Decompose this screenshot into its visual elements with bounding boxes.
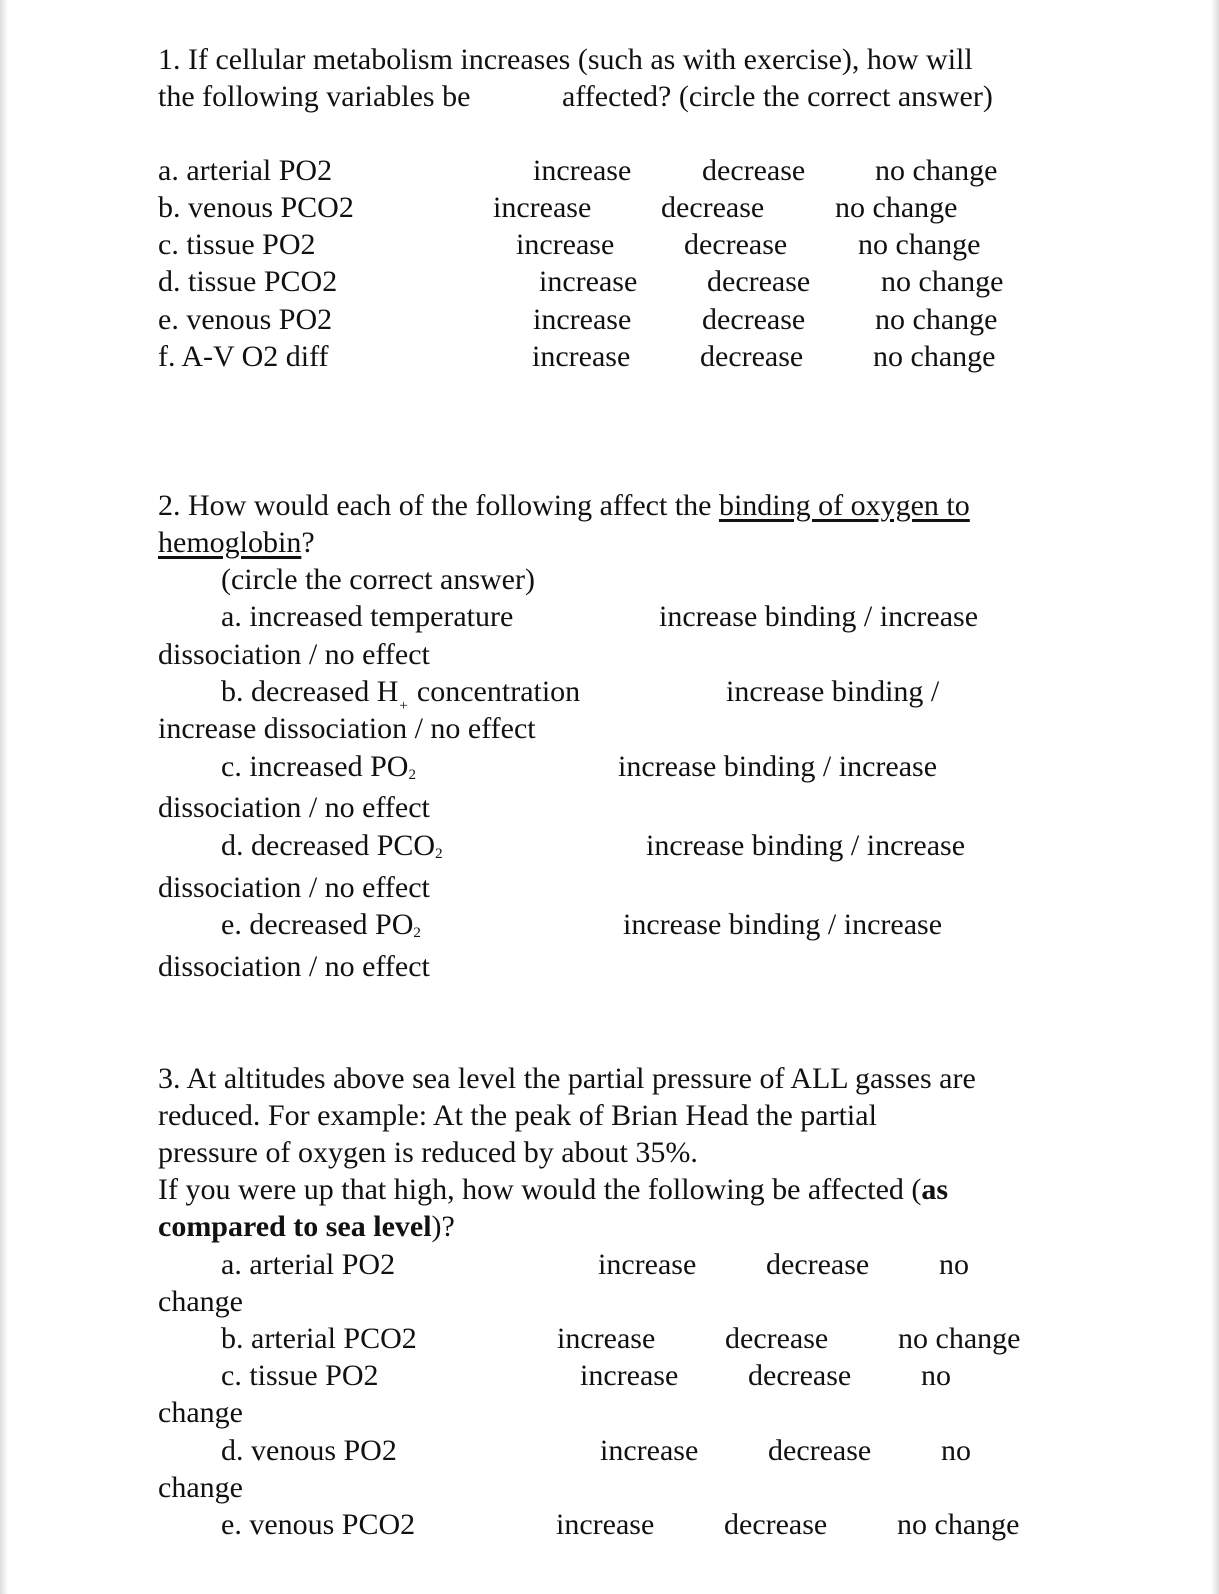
q3-prompt-line4 bbox=[158, 1171, 948, 1209]
q2-item-d-options[interactable]: increase binding / increase bbox=[646, 829, 966, 862]
q3-row-label: c. tissue PO2 bbox=[221, 1359, 379, 1392]
q2-item-c-options-cont[interactable]: dissociation / no effect bbox=[158, 791, 430, 824]
q3-option-no-change[interactable]: no change bbox=[897, 1508, 1020, 1541]
q1-prompt-line2a: the following variables be bbox=[158, 80, 471, 113]
q2-item-d-text: d. decreased PCO bbox=[221, 829, 436, 862]
q2-item-b-text-end: concentration bbox=[409, 675, 581, 708]
page-edge-right bbox=[1211, 0, 1219, 1594]
q3-option-increase[interactable]: increase bbox=[598, 1248, 697, 1281]
q2-prompt-underline: binding of oxygen to bbox=[718, 489, 970, 522]
q1-prompt-line2b: affected? (circle the correct answer) bbox=[562, 80, 993, 113]
q3-option-decrease[interactable]: decrease bbox=[748, 1359, 852, 1392]
q2-item-e-text: e. decreased PO bbox=[221, 908, 414, 941]
q1-option-decrease[interactable]: decrease bbox=[661, 191, 765, 224]
q3-option-no[interactable]: no bbox=[921, 1359, 951, 1392]
q2-item-e-subscript: 2 bbox=[413, 925, 421, 941]
q3-prompt-line2: reduced. For example: At the peak of Brian Head the partial bbox=[158, 1099, 877, 1132]
q3-option-decrease[interactable]: decrease bbox=[766, 1248, 870, 1281]
page-edge-left bbox=[0, 0, 8, 1594]
q1-row-label: a. arterial PO2 bbox=[158, 154, 333, 187]
q1-option-increase[interactable]: increase bbox=[539, 265, 638, 298]
q2-item-d-options-cont[interactable]: dissociation / no effect bbox=[158, 871, 430, 904]
q1-option-decrease[interactable]: decrease bbox=[700, 340, 804, 373]
q2-item-e-label bbox=[221, 906, 423, 944]
q3-option-increase[interactable]: increase bbox=[580, 1359, 679, 1392]
q3-prompt-line3: pressure of oxygen is reduced by about 35%. bbox=[158, 1136, 698, 1169]
q3-prompt-line4-text: If you were up that high, how would the following be affected ( bbox=[158, 1173, 922, 1206]
q1-option-no-change[interactable]: no change bbox=[875, 303, 998, 336]
q3-prompt-line5-end: )? bbox=[431, 1210, 455, 1243]
q3-option-increase[interactable]: increase bbox=[600, 1434, 699, 1467]
q1-option-decrease[interactable]: decrease bbox=[702, 154, 806, 187]
q3-row-label: e. venous PCO2 bbox=[221, 1508, 416, 1541]
q3-prompt-line4-bold: as bbox=[921, 1173, 949, 1206]
q3-option-no-change[interactable]: no change bbox=[898, 1322, 1021, 1355]
q1-option-no-change[interactable]: no change bbox=[835, 191, 958, 224]
q3-option-change-cont[interactable]: change bbox=[158, 1396, 243, 1429]
q1-option-decrease[interactable]: decrease bbox=[702, 303, 806, 336]
q2-prompt-underline-2: hemoglobin bbox=[158, 526, 302, 559]
q3-option-decrease[interactable]: decrease bbox=[725, 1322, 829, 1355]
q2-item-a-label: a. increased temperature bbox=[221, 600, 514, 633]
q3-prompt-line1: 3. At altitudes above sea level the partial pressure of ALL gasses are bbox=[158, 1062, 976, 1095]
q3-option-no[interactable]: no bbox=[939, 1248, 969, 1281]
q2-item-b-superscript: + bbox=[399, 698, 408, 714]
q1-row-label: c. tissue PO2 bbox=[158, 228, 316, 261]
q1-row-label: e. venous PO2 bbox=[158, 303, 333, 336]
q2-item-b-text: b. decreased H bbox=[221, 675, 399, 708]
q2-item-c-text: c. increased PO bbox=[221, 750, 409, 783]
q2-item-b-label bbox=[221, 673, 581, 714]
q1-option-decrease[interactable]: decrease bbox=[707, 265, 811, 298]
q1-row-label: b. venous PCO2 bbox=[158, 191, 354, 224]
q2-prompt-line2 bbox=[158, 524, 315, 562]
q3-option-no[interactable]: no bbox=[941, 1434, 971, 1467]
q3-row-label: b. arterial PCO2 bbox=[221, 1322, 417, 1355]
q2-item-b-options-cont[interactable]: increase dissociation / no effect bbox=[158, 712, 536, 745]
q2-item-c-options[interactable]: increase binding / increase bbox=[618, 750, 938, 783]
q1-option-increase[interactable]: increase bbox=[532, 340, 631, 373]
q2-item-a-options[interactable]: increase binding / increase bbox=[659, 600, 979, 633]
q2-item-c-subscript: 2 bbox=[408, 767, 416, 783]
q3-option-increase[interactable]: increase bbox=[556, 1508, 655, 1541]
q1-option-no-change[interactable]: no change bbox=[881, 265, 1004, 298]
q3-prompt-line5-bold: compared to sea level bbox=[158, 1210, 432, 1243]
q2-prompt-end: ? bbox=[301, 526, 315, 559]
q2-item-e-options-cont[interactable]: dissociation / no effect bbox=[158, 950, 430, 983]
q1-row-label: d. tissue PCO2 bbox=[158, 265, 338, 298]
q3-option-increase[interactable]: increase bbox=[557, 1322, 656, 1355]
q1-option-increase[interactable]: increase bbox=[516, 228, 615, 261]
q2-item-d-subscript: 2 bbox=[435, 846, 443, 862]
q3-option-change-cont[interactable]: change bbox=[158, 1471, 243, 1504]
q1-prompt-line1: 1. If cellular metabolism increases (such as with exercise), how will bbox=[158, 43, 973, 76]
q1-option-increase[interactable]: increase bbox=[493, 191, 592, 224]
q2-circle-instruction: (circle the correct answer) bbox=[221, 563, 535, 596]
q2-prompt-line1 bbox=[158, 487, 970, 525]
q2-item-b-options[interactable]: increase binding / bbox=[726, 675, 940, 708]
q1-option-increase[interactable]: increase bbox=[533, 154, 632, 187]
q2-item-c-label bbox=[221, 748, 418, 786]
q3-option-decrease[interactable]: decrease bbox=[724, 1508, 828, 1541]
q2-item-e-options[interactable]: increase binding / increase bbox=[623, 908, 943, 941]
q3-row-label: a. arterial PO2 bbox=[221, 1248, 396, 1281]
q2-prompt-text: 2. How would each of the following affect the bbox=[158, 489, 719, 522]
q1-option-decrease[interactable]: decrease bbox=[684, 228, 788, 261]
q1-row-label: f. A-V O2 diff bbox=[158, 340, 329, 373]
q1-option-no-change[interactable]: no change bbox=[873, 340, 996, 373]
q3-row-label: d. venous PO2 bbox=[221, 1434, 397, 1467]
q3-prompt-line5 bbox=[158, 1208, 455, 1246]
q1-option-no-change[interactable]: no change bbox=[875, 154, 998, 187]
q3-option-change-cont[interactable]: change bbox=[158, 1285, 243, 1318]
q1-option-increase[interactable]: increase bbox=[533, 303, 632, 336]
q3-option-decrease[interactable]: decrease bbox=[768, 1434, 872, 1467]
q1-option-no-change[interactable]: no change bbox=[858, 228, 981, 261]
q2-item-a-options-cont[interactable]: dissociation / no effect bbox=[158, 638, 430, 671]
q2-item-d-label bbox=[221, 827, 445, 865]
